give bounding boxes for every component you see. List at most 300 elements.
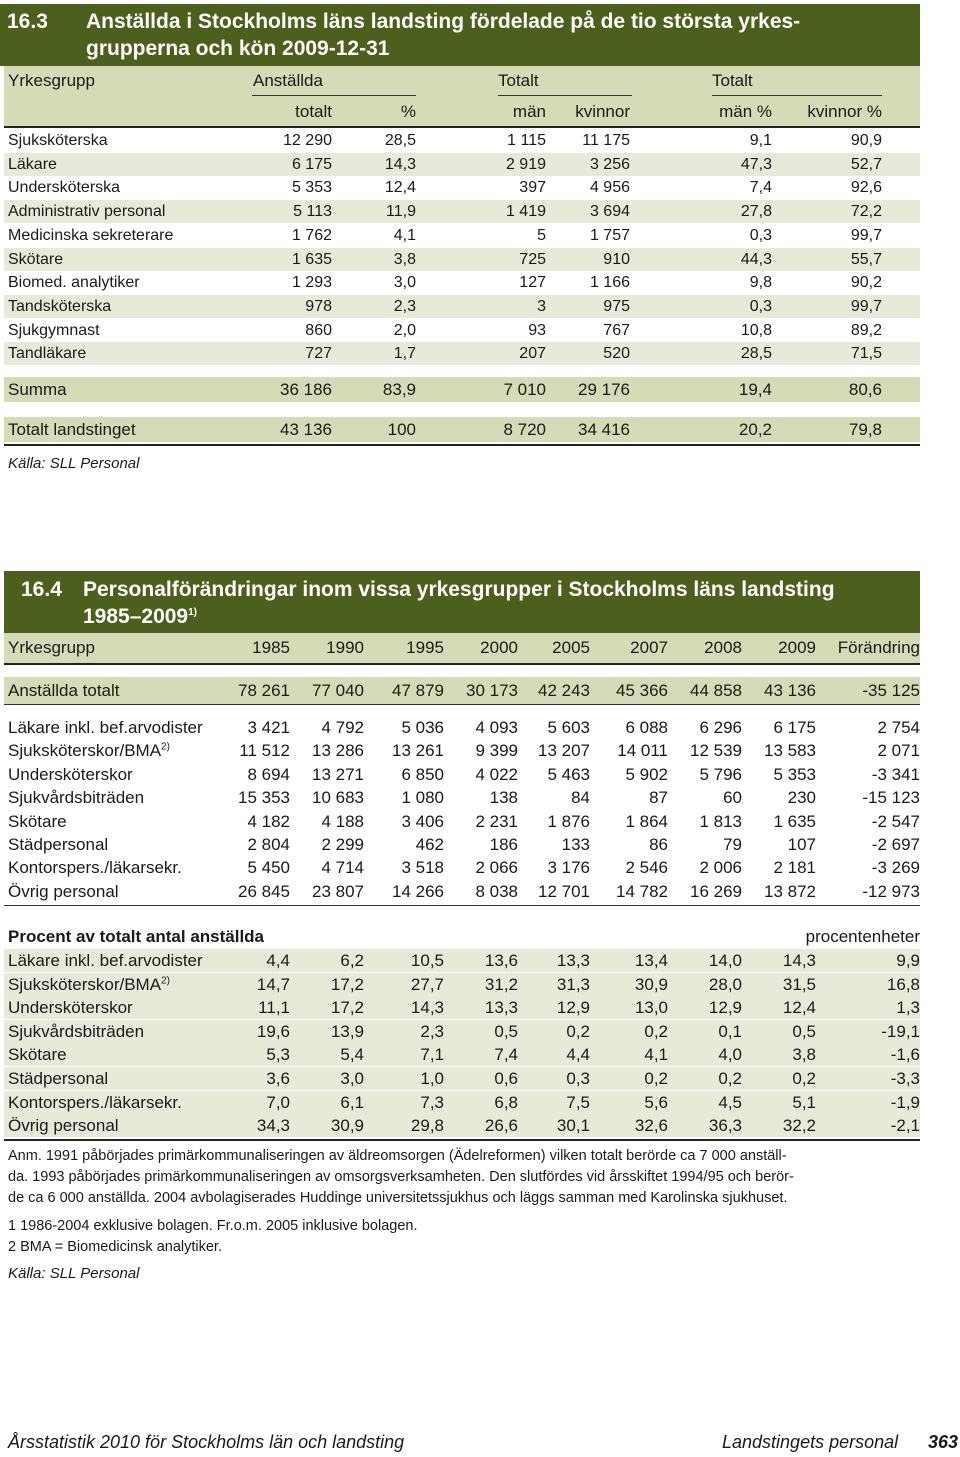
row-label: Läkare inkl. bef.arvodister (8, 951, 203, 970)
row-value: 5 902 (625, 764, 668, 784)
column-header: 1990 (326, 638, 364, 657)
row-value: 71,5 (850, 345, 882, 363)
row-value: 1 080 (401, 788, 444, 808)
row-value: 3,8 (792, 1045, 816, 1065)
row-value: 80,6 (848, 380, 882, 399)
row-value: 55,7 (850, 250, 882, 268)
row-value: 5 796 (699, 764, 742, 784)
footnote-marker: 2) (161, 741, 170, 753)
row-value: 3 406 (401, 811, 444, 831)
column-header: 2009 (778, 638, 816, 657)
row-value: 28,0 (708, 974, 742, 994)
row-value: 89,2 (850, 321, 882, 339)
row-value: 1 864 (625, 811, 668, 831)
row-label-text: Sjuksköterskor/BMA (8, 741, 162, 761)
column-header: Yrkesgrupp (8, 638, 95, 657)
table-row (4, 319, 920, 342)
row-value: 3,6 (266, 1069, 290, 1088)
footnote-1: 1 1986-2004 exklusive bolagen. Fr.o.m. 2005 inklusive bolagen. (8, 1218, 418, 1234)
table-row (4, 248, 920, 271)
row-value: 12 290 (283, 132, 332, 149)
row-value: 5,4 (340, 1045, 364, 1065)
group-rule (252, 95, 416, 96)
row-value: 4,1 (644, 1045, 668, 1065)
row-value: 2,3 (420, 1021, 444, 1041)
row-value: 9,9 (896, 951, 920, 970)
row-value: 99,7 (850, 226, 882, 244)
table-row (4, 973, 920, 996)
table-16-3-title-bar (0, 4, 920, 66)
table-title-line-1: Anställda i Stockholms läns landsting fördelade på de tio största yrkes- (86, 10, 801, 33)
row-value: 27,8 (740, 203, 772, 221)
row-value: -1,9 (890, 1092, 920, 1112)
row-rule (4, 905, 920, 906)
row-value: 93 (528, 321, 546, 339)
column-header: män (512, 102, 546, 121)
row-value: 860 (305, 321, 332, 339)
row-rule (4, 704, 920, 705)
group-rule (712, 95, 882, 96)
table-title-line-1: Personalförändringar inom vissa yrkesgrupper i Stockholms läns landsting (83, 578, 835, 601)
row-value: 28,5 (740, 345, 772, 363)
column-header: Anställda (253, 71, 323, 90)
table-row (4, 1091, 920, 1114)
row-value: 32,2 (782, 1116, 816, 1136)
row-value: 3 421 (247, 718, 290, 737)
column-header: Förändring (837, 638, 920, 657)
row-value: 5,1 (792, 1092, 816, 1112)
row-value: 1 635 (291, 250, 332, 268)
table-row (4, 763, 920, 786)
row-label: Totalt landstinget (8, 420, 136, 439)
row-value: 10,5 (410, 951, 444, 970)
row-value: 12,4 (782, 998, 816, 1018)
row-value: 4 188 (321, 811, 364, 831)
row-label: Sjukvårdsbiträden (8, 1021, 145, 1041)
row-label: Övrig personal (8, 881, 119, 901)
table-number: 16.4 (21, 578, 62, 601)
table-title-line-2: 1985–2009$^{1)}$ (83, 605, 198, 628)
row-value: 19,6 (256, 1021, 290, 1041)
table-16-3 (4, 66, 920, 446)
row-value: 6 175 (291, 155, 332, 173)
row-value: 13 261 (392, 741, 444, 761)
row-value: 397 (519, 179, 546, 197)
row-value: 127 (519, 274, 546, 292)
row-value: 5 450 (247, 858, 290, 878)
row-value: 230 (787, 788, 816, 808)
row-value: 34,3 (256, 1116, 290, 1136)
row-value: 0,2 (644, 1021, 668, 1041)
row-value: 910 (603, 250, 630, 268)
table-row (4, 739, 920, 762)
row-value: 5,3 (266, 1045, 290, 1065)
row-value: 5 353 (291, 179, 332, 197)
row-value: 31,3 (556, 974, 590, 994)
row-label: Läkare (8, 155, 57, 173)
row-value: 2 299 (321, 835, 364, 854)
group-rule (498, 95, 632, 96)
row-value: 14,3 (384, 155, 416, 173)
row-label-text: Sjuksköterskor/BMA (8, 974, 162, 994)
row-value: 45 366 (616, 681, 668, 700)
footnote-2: 2 BMA = Biomedicinsk analytiker. (8, 1239, 222, 1255)
row-label (8, 739, 228, 762)
row-value: 3,0 (340, 1069, 364, 1088)
row-value: 29,8 (410, 1116, 444, 1136)
row-value: 12,4 (384, 179, 416, 197)
row-value: 0,5 (792, 1021, 816, 1041)
table-row (4, 153, 920, 176)
row-value: 2 754 (877, 718, 920, 737)
row-value: 10,8 (740, 321, 772, 339)
row-value: 1 635 (773, 811, 816, 831)
note-line: da. 1993 påbörjades primärkommunaliseringen av omsorgsverksamheten. Den slutfördes vid årsskiftet 1994/95 och berör- (8, 1169, 794, 1185)
table-row (4, 1043, 920, 1066)
row-value: 36 186 (280, 380, 332, 399)
row-value: 19,4 (738, 380, 772, 399)
row-value: 12,9 (556, 998, 590, 1018)
table-row (4, 271, 920, 294)
row-value: 2,0 (393, 321, 416, 339)
row-value: 6,1 (340, 1092, 364, 1112)
row-value: 30,1 (556, 1116, 590, 1136)
row-value: -1,6 (890, 1045, 920, 1065)
row-value: 23 807 (312, 881, 364, 901)
row-value: 9,8 (749, 274, 772, 292)
row-value: 4,0 (718, 1045, 742, 1065)
row-value: 5 113 (293, 203, 332, 221)
row-value: 9,1 (749, 132, 772, 149)
row-label: Undersköterska (8, 179, 121, 197)
header-rule (4, 663, 920, 665)
column-header: 2005 (552, 638, 590, 657)
table-row (4, 1067, 920, 1090)
row-value: 26 845 (238, 881, 290, 901)
row-value: 462 (415, 835, 444, 854)
row-value: 4,4 (266, 951, 290, 970)
row-label: Sjukvårdsbiträden (8, 788, 145, 808)
row-value: 1 813 (699, 811, 742, 831)
row-value: 7 010 (503, 380, 546, 399)
row-value: 975 (603, 297, 630, 315)
row-value: 107 (787, 835, 816, 854)
row-value: 11,1 (258, 998, 290, 1018)
table-row (4, 342, 920, 365)
row-value: -35 125 (862, 681, 920, 700)
row-value: 727 (305, 345, 332, 363)
row-value: 47,3 (740, 155, 772, 173)
header-row-2 (4, 100, 920, 123)
summary-row (4, 377, 920, 402)
row-value: 16 269 (690, 881, 742, 901)
row-value: 13 286 (312, 741, 364, 761)
row-value: 13 271 (312, 764, 364, 784)
column-header: 2008 (704, 638, 742, 657)
row-value: 5,6 (644, 1092, 668, 1112)
annotation-note (8, 1146, 948, 1209)
row-label: Städpersonal (8, 835, 109, 854)
row-value: 4,4 (566, 1045, 590, 1065)
row-value: 17,2 (330, 974, 364, 994)
row-value: 30,9 (634, 974, 668, 994)
row-value: 6 088 (625, 718, 668, 737)
row-label: Medicinska sekreterare (8, 226, 174, 244)
row-label: Skötare (8, 811, 67, 831)
row-value: 7,0 (266, 1092, 290, 1112)
row-value: 12 701 (538, 881, 590, 901)
row-value: 100 (387, 420, 416, 439)
row-value: -2 697 (871, 835, 920, 854)
row-value: 28,5 (384, 132, 416, 149)
row-value: 31,5 (782, 974, 816, 994)
row-value: 0,1 (718, 1021, 742, 1041)
table-row (4, 786, 920, 809)
row-value: 5 036 (401, 718, 444, 737)
row-value: 43 136 (764, 681, 816, 700)
row-value: 15 353 (238, 788, 290, 808)
row-label: Summa (8, 380, 67, 399)
row-value: 11 512 (239, 741, 290, 761)
footnote-marker: 2) (161, 974, 170, 986)
row-label: Sjuksköterska (8, 132, 108, 149)
bottom-rule (4, 1139, 920, 1141)
row-value: 767 (603, 321, 630, 339)
row-value: -19,1 (881, 1021, 920, 1041)
row-label: Biomed. analytiker (8, 274, 140, 292)
table-row (4, 996, 920, 1019)
row-value: 5 353 (773, 764, 816, 784)
row-value: 9 399 (475, 741, 518, 761)
row-value: 14,0 (708, 951, 742, 970)
row-value: 14 266 (392, 881, 444, 901)
table-row (4, 1114, 920, 1137)
row-value: 16,8 (886, 974, 920, 994)
row-value: 34 416 (578, 420, 630, 439)
table-row (4, 200, 920, 223)
row-value: -2,1 (890, 1116, 920, 1136)
row-label: Kontorspers./läkarsekr. (8, 858, 182, 878)
row-value: 7,5 (566, 1092, 590, 1112)
row-value: 2,3 (393, 297, 416, 315)
row-value: -15 123 (862, 788, 920, 808)
row-value: 4,1 (393, 226, 416, 244)
table-title-line-2: grupperna och kön 2009-12-31 (86, 37, 390, 60)
row-value: 6 296 (699, 718, 742, 737)
row-value: 2 006 (699, 858, 742, 878)
footnotes (8, 1216, 418, 1258)
row-value: 10 683 (312, 788, 364, 808)
row-value: 0,2 (792, 1069, 816, 1088)
table-row (4, 880, 920, 903)
row-value: 60 (723, 788, 742, 808)
header-rule (4, 126, 920, 128)
row-value: 3 (537, 297, 546, 315)
footer-section: Landstingets personal (722, 1432, 899, 1452)
table-row (4, 856, 920, 879)
row-value: 14 011 (617, 741, 668, 761)
row-value: 0,2 (718, 1069, 742, 1088)
row-value: 13,6 (484, 951, 518, 970)
row-value: 6,8 (494, 1092, 518, 1112)
row-value: 12 539 (690, 741, 742, 761)
row-value: 13,4 (634, 951, 668, 970)
row-value: 6 850 (401, 764, 444, 784)
table-row (4, 129, 920, 152)
row-value: 13,3 (484, 998, 518, 1018)
table-row (4, 295, 920, 318)
row-value: -2 547 (871, 811, 920, 831)
column-header: kvinnor (575, 102, 630, 121)
table-row (4, 833, 920, 856)
row-value: 26,6 (484, 1116, 518, 1136)
row-value: 14,3 (410, 998, 444, 1018)
row-value: 8 038 (475, 881, 518, 901)
row-value: 11 175 (582, 132, 630, 149)
row-value: 3 694 (589, 203, 630, 221)
row-label: Anställda totalt (8, 681, 120, 700)
row-value: 20,2 (738, 420, 772, 439)
table-16-4-title-bar (4, 571, 920, 633)
row-value: 2 071 (877, 741, 920, 761)
row-label: Tandsköterska (8, 297, 112, 315)
row-value: 78 261 (238, 681, 290, 700)
column-header: Totalt (498, 71, 539, 90)
row-value: 17,2 (330, 998, 364, 1018)
column-header: kvinnor % (807, 102, 882, 121)
percent-heading-row (4, 925, 920, 948)
row-value: 77 040 (312, 681, 364, 700)
row-value: 32,6 (634, 1116, 668, 1136)
row-value: 30 173 (466, 681, 518, 700)
row-value: 43 136 (280, 420, 332, 439)
row-value: -3 269 (871, 858, 920, 878)
row-value: 4 956 (589, 179, 630, 197)
row-value: 0,2 (566, 1021, 590, 1041)
row-value: 8 694 (247, 764, 290, 784)
row-value: 99,7 (850, 297, 882, 315)
row-value: 92,6 (850, 179, 882, 197)
total-row (4, 417, 920, 442)
row-value: 1 115 (507, 132, 546, 149)
percent-unit: procentenheter (805, 927, 920, 946)
table-row (4, 224, 920, 247)
header-row-1 (4, 69, 920, 92)
row-value: 4 022 (475, 764, 518, 784)
row-value: 3,8 (393, 250, 416, 268)
row-value: 1 876 (547, 811, 590, 831)
row-value: 42 243 (538, 681, 590, 700)
source-note: Källa: SLL Personal (8, 455, 140, 472)
column-header: 2007 (630, 638, 668, 657)
table-number: 16.3 (7, 10, 48, 33)
row-value: 3,0 (393, 274, 416, 292)
row-value: 2 546 (625, 858, 668, 878)
row-label: Kontorspers./läkarsekr. (8, 1092, 182, 1112)
column-header: Yrkesgrupp (8, 71, 95, 90)
row-value: 44,3 (740, 250, 772, 268)
row-value: 27,7 (410, 974, 444, 994)
header-row (4, 636, 920, 659)
row-value: 978 (305, 297, 332, 315)
row-value: 7,4 (749, 179, 772, 197)
column-header: 1995 (406, 638, 444, 657)
row-label: Läkare inkl. bef.arvodister (8, 718, 203, 737)
row-value: 3 518 (401, 858, 444, 878)
row-value: 36,3 (708, 1116, 742, 1136)
row-value: 1,3 (896, 998, 920, 1018)
row-value: 1 166 (589, 274, 630, 292)
row-value: 4 714 (321, 858, 364, 878)
row-value: 30,9 (330, 1116, 364, 1136)
row-label (8, 973, 228, 996)
table-row (4, 1020, 920, 1043)
row-value: 7,4 (494, 1045, 518, 1065)
row-value: 31,2 (484, 974, 518, 994)
column-header: 1985 (252, 638, 290, 657)
row-value: -12 973 (862, 881, 920, 901)
row-value: 47 879 (392, 681, 444, 700)
table-row (4, 949, 920, 972)
row-value: 3 176 (547, 858, 590, 878)
row-label: Undersköterskor (8, 998, 133, 1018)
row-value: 14 782 (616, 881, 668, 901)
table-row (4, 810, 920, 833)
row-value: 4,5 (718, 1092, 742, 1112)
row-value: 1 762 (291, 226, 332, 244)
row-value: 138 (489, 788, 518, 808)
row-value: 2 066 (475, 858, 518, 878)
page-number: 363 (928, 1432, 959, 1452)
row-value: 14,7 (256, 974, 290, 994)
row-value: 6,2 (340, 951, 364, 970)
row-label: Tandläkare (8, 345, 87, 363)
row-value: 4 792 (321, 718, 364, 737)
row-value: 133 (561, 835, 590, 854)
note-line: Anm. 1991 påbörjades primärkommunaliseringen av äldreomsorgen (Ädelreformen) vilken totalt berörde ca 7 000 anställ- (8, 1148, 787, 1164)
total-row (4, 677, 920, 704)
row-value: 44 858 (690, 681, 742, 700)
column-header: Totalt (712, 71, 753, 90)
row-value: -3,3 (890, 1069, 920, 1088)
row-value: 1 293 (291, 274, 332, 292)
row-value: 86 (649, 835, 668, 854)
row-label: Administrativ personal (8, 203, 166, 221)
row-value: 2 804 (247, 835, 290, 854)
row-value: 3 256 (589, 155, 630, 173)
column-header: totalt (295, 102, 332, 121)
column-header: 2000 (480, 638, 518, 657)
row-value: 1 757 (589, 226, 630, 244)
row-value: 7,3 (420, 1092, 444, 1112)
percent-heading: Procent av totalt antal anställda (8, 927, 265, 946)
row-value: 1 419 (505, 203, 546, 221)
note-line: de ca 6 000 anställda. 2004 avbolagiserades Huddinge universitetssjukhus och läggs samman med Karolinska sjukhuset. (8, 1190, 788, 1206)
row-value: 14,3 (782, 951, 816, 970)
row-value: 84 (571, 788, 590, 808)
row-value: 90,9 (850, 132, 882, 149)
row-value: 0,6 (494, 1069, 518, 1088)
row-value: 520 (603, 345, 630, 363)
row-label: Undersköterskor (8, 764, 133, 784)
row-value: 5 463 (547, 764, 590, 784)
row-value: 6 175 (773, 718, 816, 737)
row-value: 72,2 (850, 203, 882, 221)
row-value: 7,1 (420, 1045, 444, 1065)
row-value: 4 182 (247, 811, 290, 831)
row-value: 207 (519, 345, 546, 363)
row-value: 11,9 (386, 203, 416, 221)
